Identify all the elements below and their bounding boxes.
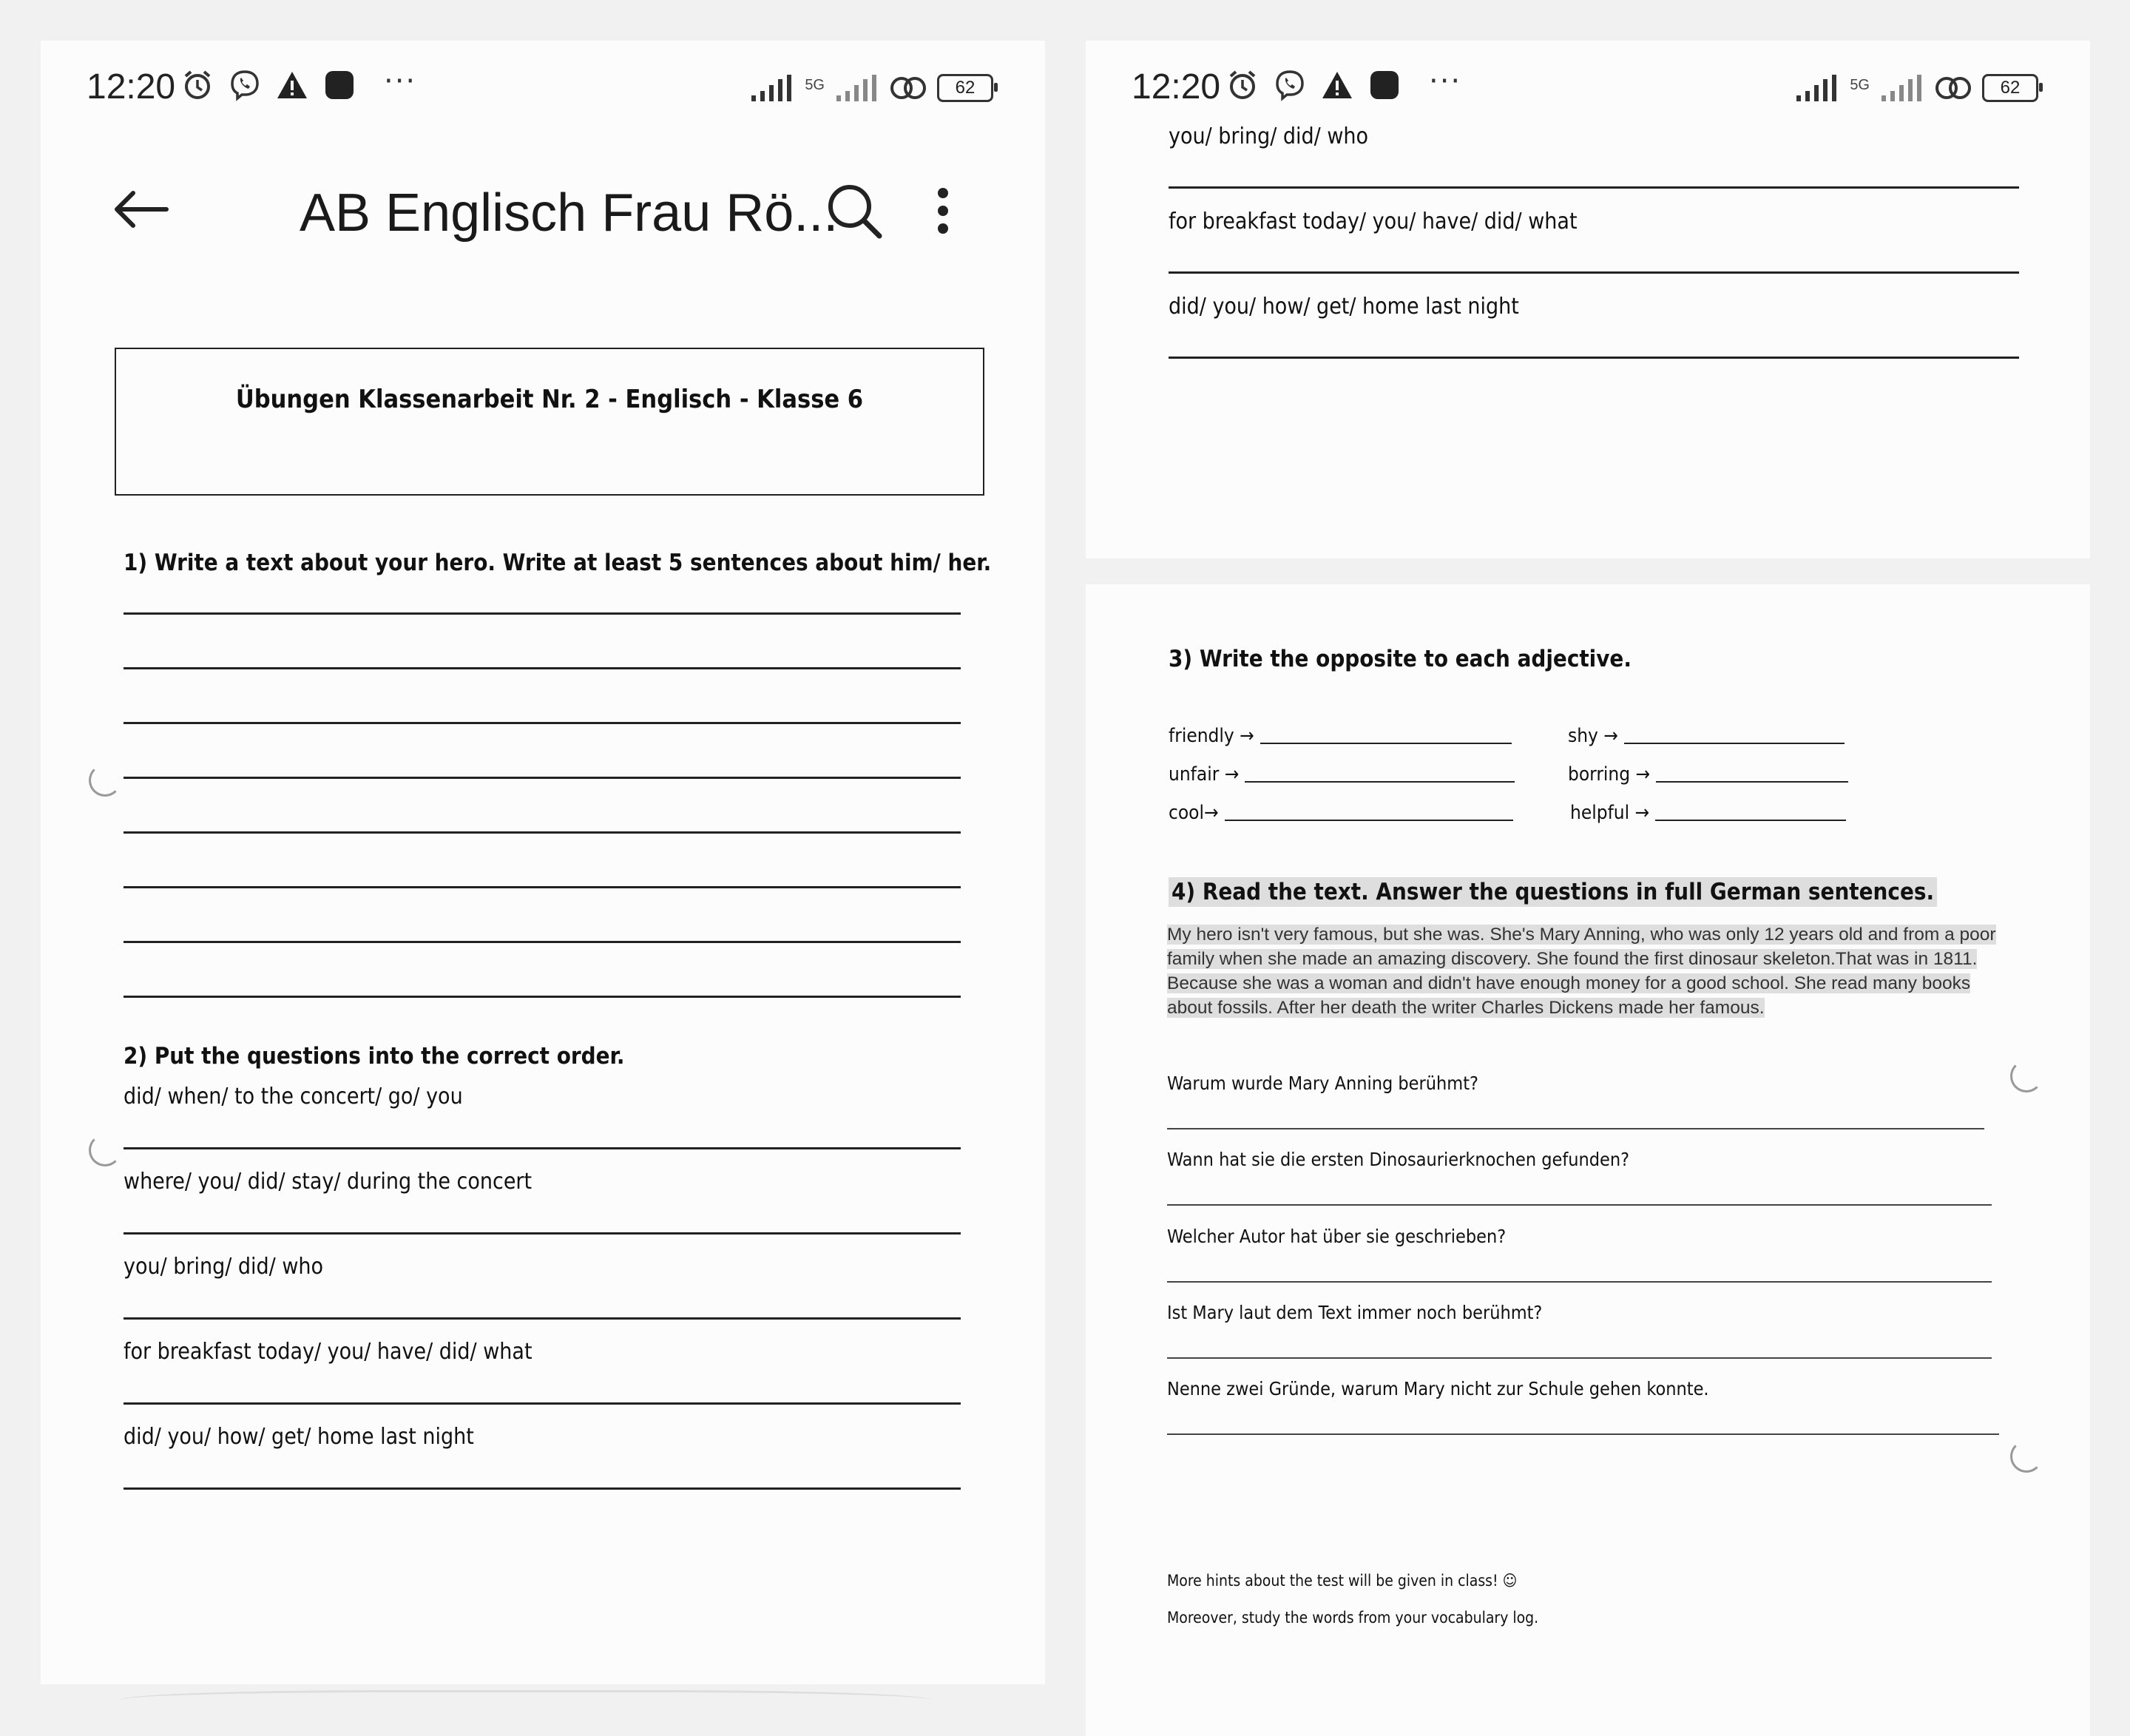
task-2-heading: 2) Put the questions into the correct order. xyxy=(124,1043,625,1070)
answer-line xyxy=(1169,357,2019,359)
screenshot-left xyxy=(41,41,1045,1684)
page-gap xyxy=(1086,558,2090,584)
answer-line xyxy=(1167,1281,1992,1283)
adjective-item xyxy=(1169,725,1512,747)
task-2-item: did/ you/ how/ get/ home last night xyxy=(124,1424,474,1450)
app-icon xyxy=(323,69,356,101)
hotspot-icon xyxy=(1935,72,1972,104)
footer-vocabulary: Moreover, study the words from your vocabulary log. xyxy=(1167,1609,1539,1627)
status-bar xyxy=(1086,41,2090,137)
answer-blank xyxy=(1655,820,1846,821)
answer-line xyxy=(124,941,961,943)
back-arrow-icon[interactable] xyxy=(111,187,170,232)
reading-text-body: My hero isn't very famous, but she was. She's Mary Anning, who was only 12 years old and from a poor family when she made an amazing discovery. She found the first dinosaur skeleton.That was in 1811. Because she was a woman and didn't have enough money for a good school. She read many books about fossils. After her death the writer Charles Dickens made her famous. xyxy=(1167,925,1996,1018)
adjective-label: shy → xyxy=(1568,725,1618,747)
viber-icon xyxy=(1274,69,1306,101)
answer-line xyxy=(124,777,961,779)
battery-indicator: 62 xyxy=(937,74,993,102)
loading-spinner-icon xyxy=(2010,1060,2043,1092)
answer-blank xyxy=(1225,820,1513,821)
answer-line xyxy=(124,612,961,615)
app-icon xyxy=(1368,69,1401,101)
more-notifications-icon: ··· xyxy=(384,64,417,98)
adjective-item xyxy=(1169,763,1515,786)
task-2-item: for breakfast today/ you/ have/ did/ what xyxy=(124,1339,532,1365)
loading-spinner-icon xyxy=(2010,1440,2043,1473)
reading-text xyxy=(1167,922,2018,1020)
status-time: 12:20 xyxy=(87,67,176,107)
task-2-item: for breakfast today/ you/ have/ did/ what xyxy=(1169,209,1578,234)
adjective-label: unfair → xyxy=(1169,763,1240,786)
answer-line xyxy=(1167,1204,1992,1206)
question: Ist Mary laut dem Text immer noch berühmt? xyxy=(1167,1302,1543,1323)
answer-line xyxy=(124,1402,961,1405)
answer-line xyxy=(124,1147,961,1149)
adjective-label: helpful → xyxy=(1570,802,1650,824)
adjective-label: friendly → xyxy=(1169,725,1254,747)
signal-icon-2 xyxy=(835,73,879,103)
adjective-item xyxy=(1169,802,1513,824)
screenshot-right xyxy=(1086,41,2090,1736)
answer-blank xyxy=(1656,781,1848,783)
signal-icon xyxy=(1795,73,1839,103)
answer-blank xyxy=(1624,743,1845,744)
answer-line xyxy=(124,1232,961,1235)
task-1-heading: 1) Write a text about your hero. Write at least 5 sentences about him/ her. xyxy=(124,550,992,576)
question: Welcher Autor hat über sie geschrieben? xyxy=(1167,1226,1507,1247)
more-options-icon[interactable] xyxy=(932,183,954,242)
adjective-item xyxy=(1568,763,1848,786)
alarm-icon xyxy=(1226,69,1259,101)
answer-line xyxy=(124,996,961,998)
app-bar xyxy=(41,166,1045,255)
worksheet-header-box xyxy=(115,348,984,496)
answer-line xyxy=(1167,1433,1999,1435)
answer-line xyxy=(1169,271,2019,274)
answer-line xyxy=(124,1487,961,1490)
alarm-icon xyxy=(181,69,214,101)
task-2-item: you/ bring/ did/ who xyxy=(1169,124,1369,149)
answer-line xyxy=(1167,1357,1992,1359)
search-icon[interactable] xyxy=(825,181,884,240)
task-2-item: you/ bring/ did/ who xyxy=(124,1254,324,1280)
task-2-item: did/ when/ to the concert/ go/ you xyxy=(124,1084,463,1110)
task-4-heading-text: 4) Read the text. Answer the questions in full German sentences. xyxy=(1169,877,1937,907)
answer-line xyxy=(124,831,961,834)
hotspot-icon xyxy=(890,72,927,104)
document-title: AB Englisch Frau Rö... xyxy=(300,183,839,243)
answer-line xyxy=(1167,1128,1984,1129)
battery-indicator: 62 xyxy=(1982,74,2038,102)
answer-line xyxy=(124,722,961,724)
answer-blank xyxy=(1245,781,1515,783)
question: Wann hat sie die ersten Dinosaurierknochen gefunden? xyxy=(1167,1149,1630,1170)
adjective-item xyxy=(1570,802,1846,824)
task-4-heading xyxy=(1169,879,1937,905)
gesture-bar xyxy=(118,1690,932,1710)
signal-icon-2 xyxy=(1880,73,1924,103)
loading-spinner-icon xyxy=(89,764,121,797)
viber-icon xyxy=(229,69,261,101)
signal-icon xyxy=(750,73,794,103)
warning-icon xyxy=(276,69,308,101)
loading-spinner-icon xyxy=(89,1134,121,1166)
network-type: 5G xyxy=(805,76,825,93)
task-3-heading: 3) Write the opposite to each adjective. xyxy=(1169,646,1632,672)
adjective-label: borring → xyxy=(1568,763,1651,786)
answer-line xyxy=(1169,186,2019,189)
status-bar xyxy=(41,41,1045,137)
task-2-item: where/ you/ did/ stay/ during the concert xyxy=(124,1169,532,1195)
answer-line xyxy=(124,886,961,888)
answer-line xyxy=(124,667,961,669)
more-notifications-icon: ··· xyxy=(1429,64,1462,98)
adjective-label: cool→ xyxy=(1169,802,1219,824)
answer-line xyxy=(124,1317,961,1320)
question: Warum wurde Mary Anning berühmt? xyxy=(1167,1073,1478,1094)
adjective-item xyxy=(1568,725,1845,747)
footer-hint: More hints about the test will be given in class! ☺ xyxy=(1167,1572,1518,1590)
task-2-item: did/ you/ how/ get/ home last night xyxy=(1169,294,1519,320)
warning-icon xyxy=(1321,69,1353,101)
question: Nenne zwei Gründe, warum Mary nicht zur Schule gehen konnte. xyxy=(1167,1378,1709,1399)
worksheet-header: Übungen Klassenarbeit Nr. 2 - Englisch - Klasse 6 xyxy=(235,385,864,414)
network-type: 5G xyxy=(1850,76,1870,93)
status-time: 12:20 xyxy=(1132,67,1221,107)
answer-blank xyxy=(1260,743,1512,744)
